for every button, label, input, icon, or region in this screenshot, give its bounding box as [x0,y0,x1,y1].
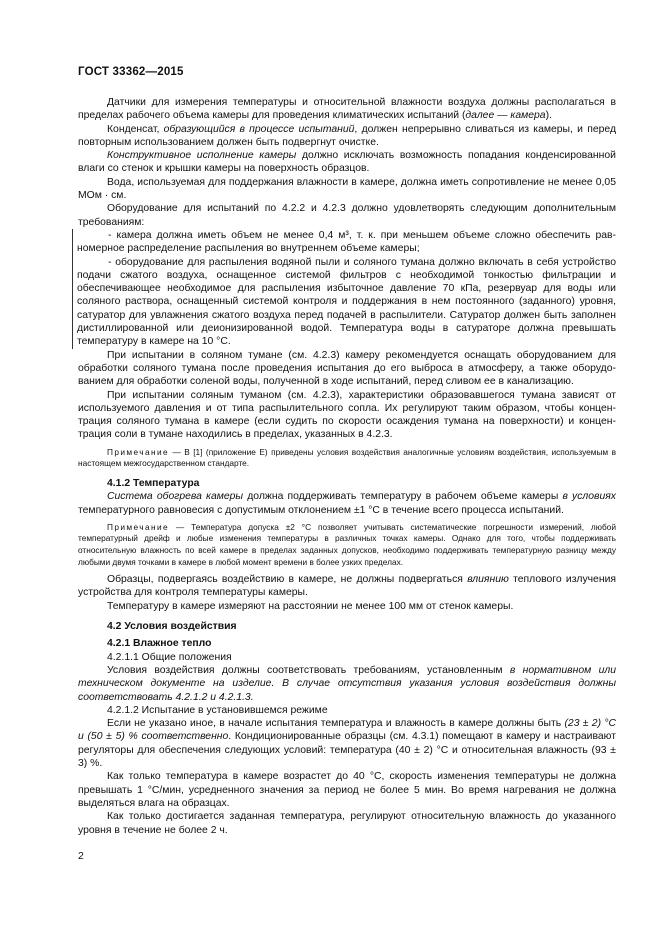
paragraph-humidity-adjust: Как только достигается заданная температура, регулируют относительную влажность до указанного уровня в течение не более 2 ч. [78,811,616,836]
paragraph-equipment: Оборудование для испытаний по 4.2.2 и 4.2.3 должно удовлетворять следующим дополнительным требованиям: [78,203,616,228]
section-heading-4-2-1-2: 4.2.1.2 Испытание в установившемся режиме [107,704,328,716]
paragraph-heating: Система обогрева камеры должна поддерживать температуру в рабочем объеме камеры в условиях температурного равновесия с допустимым отклонением ±1 °С в течение всего процесса испытаний. [78,491,616,516]
list-item: - камера должна иметь объем не менее 0,4 м³, т. к. при меньшем объеме сложно обеспечить равномерное распределение распыления во внутреннем объеме камеры; [77,229,616,255]
paragraph-steady-state: Если не указано иное, в начале испытания температура и влажность в камере должны быть (23 ± 2) °С и (50 ± 5) % соответственно. Кондиционированные образцы (см. 4.3.1) помещают в камеру и настраивают регуляторы для обеспечения следующих условий: температура (40 ± 2) °С и относительная влажность (93 ± 3) %. [78,718,616,770]
section-heading-4-2-1-1: 4.2.1.1 Общие положения [107,651,232,663]
paragraph-sensors: Датчики для измерения температуры и относительной влажности воздуха должны располагаться в пределах рабочего объема камеры для проведения климатических испытаний (далее — камера). [78,97,616,122]
paragraph-salt-fog-equipment: При испытании в соляном тумане (см. 4.2.3) камеру рекомендуется оснащать оборудованием для обработки соляного тумана после проведения испытания до его выброса в атмосферу, а также оборудованием для обработки соленой воды, полученной в ходе испытаний, перед сливом ее в канализацию. [78,349,616,388]
paragraph-water: Вода, используемая для поддержания влажности в камере, должна иметь сопротивление не менее 0,05 МОм · см. [78,176,616,202]
document-header: ГОСТ 33362—2015 [78,66,184,78]
paragraph-condensate: Конденсат, образующийся в процессе испытаний, должен непрерывно сливаться из камеры, и перед повторным использованием должен быть подвергнут очистке. [78,123,617,148]
paragraph-temperature-rate: Как только температура в камере возрастет до 40 °С, скорость изменения температуры не должна превышать 1 °С/мин, усредненного значения за период не более 5 мин. Во время нагревания не должна выделяться влага на образцах. [78,771,616,809]
paragraph-measurement-distance: Температуру в камере измеряют на расстоянии не менее 100 мм от стенок камеры. [107,600,514,612]
paragraph-construction: Конструктивное исполнение камеры должно исключать возможность попадания конденсированной влаги со стенок и крышки камеры на поверхность образцов. [78,150,616,175]
paragraph-general-conditions: Условия воздействия должны соответствовать требованиям, установленным в нормативном или техническом документе на изделие. В случае отсутствия указания условия воздействия должны соответствовать 4.2.1.2 и 4.2.1.3. [78,664,616,703]
requirements-list [72,229,616,349]
document-body [78,96,616,837]
note-1: Примечание — В [1] (приложение Е) приведены условия воздействия аналогичные условиям воздействия, используемым в настоящем межгосударственном стандарте. [78,446,616,469]
section-heading-4-2-1: 4.2.1 Влажное тепло [107,638,212,650]
paragraph-salt-fog-characteristics: При испытании соляным туманом (см. 4.2.3), характеристики образовавшегося тумана зависят от используемого давления и от типа распылительного сопла. Их регулируют таким образом, чтобы концентрация соляного тумана в камере (если судить по скорости осаждения тумана на поверхности) и концентрация соли в тумане находились в пределах, указанных в 4.2.3. [78,389,616,441]
paragraph-radiation: Образцы, подвергаясь воздействию в камере, не должны подвергаться влиянию теплового излучения устройства для контроля температуры камеры. [78,574,616,599]
page-number: 2 [78,850,84,862]
note-2: Примечание — Температура допуска ±2 °С позволяет учитывать систематические погрешности измерений, любой температурный дрейф и любые изменения температуры в различных точках камеры. Однако для того, чтобы поддерживать относительную влажность по всей камере в пределах заданных допусков, необходимо поддерживать температурную разницу между любыми двумя точками в камере в любой момент времени в более узких пределах. [78,521,616,567]
list-item: - оборудование для распыления водяной пыли и соляного тумана должно включать в себя устройство подачи сжатого воздуха, оснащенное системой фильтров с необходимой тонкостью фильтрации и обеспечивающее необходимое для распыления избыточное давление 70 кПа, резервуар для воды или соляного раствора, оснащенный системой контроля и поддержания в нем постоянного (заданного) уровня, сатуратор для увлажнения сжатого воздуха перед подачей в распылители. Сатуратор должен быть заполнен дистиллированной или деионизированной водой. Температура воды в сатураторе должна превышать температуру в камере на 10 °С. [77,256,616,348]
section-heading-4-2: 4.2 Условия воздействия [107,621,237,633]
section-heading-4-1-2: 4.1.2 Температура [107,477,200,489]
